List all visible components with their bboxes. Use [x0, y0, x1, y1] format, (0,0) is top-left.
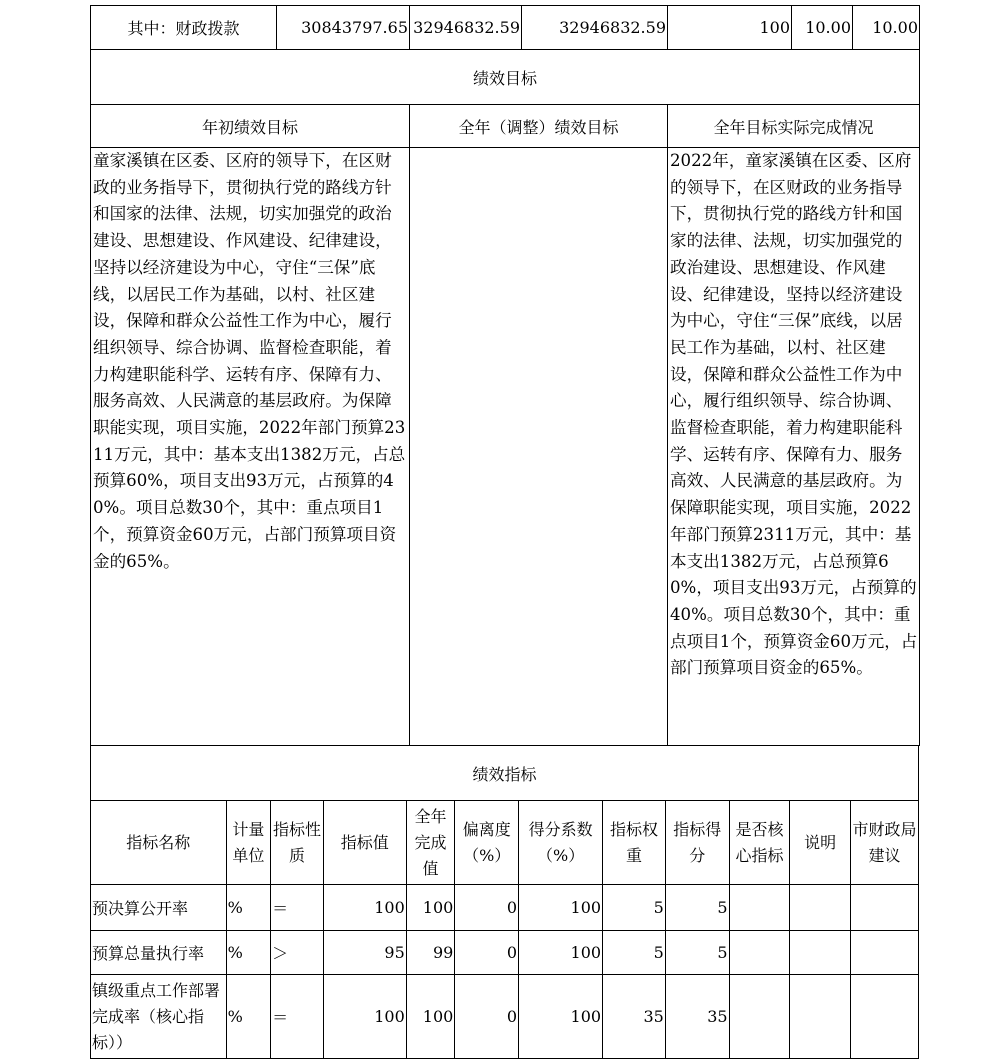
row-note	[790, 885, 851, 931]
row-score: 5	[665, 885, 729, 931]
goals-section-title: 绩效目标	[91, 50, 920, 105]
row-nature: ＝	[271, 975, 324, 1059]
row-actual: 100	[406, 885, 455, 931]
row-coef: 100	[519, 885, 603, 931]
row-actual: 99	[406, 931, 455, 975]
row-score: 5	[665, 931, 729, 975]
row-advice	[851, 931, 919, 975]
header-actual: 全年完成值	[406, 801, 455, 885]
row-unit: %	[226, 885, 271, 931]
header-indicator-name: 指标名称	[91, 801, 227, 885]
budget-value-2: 32946832.59	[410, 6, 522, 50]
row-score: 35	[665, 975, 729, 1059]
row-value: 100	[323, 975, 406, 1059]
budget-value-4: 100	[668, 6, 792, 50]
row-value: 95	[323, 931, 406, 975]
row-weight: 5	[603, 931, 666, 975]
budget-value-5: 10.00	[792, 6, 853, 50]
header-core: 是否核心指标	[729, 801, 790, 885]
row-core	[729, 885, 790, 931]
goals-col-actual: 全年目标实际完成情况	[668, 105, 920, 148]
row-name: 镇级重点工作部署完成率（核心指标））	[91, 975, 227, 1059]
header-value: 指标值	[323, 801, 406, 885]
header-weight: 指标权重	[603, 801, 666, 885]
table-row	[91, 885, 919, 931]
row-actual: 100	[406, 975, 455, 1059]
performance-indicators-table	[90, 745, 919, 1059]
row-weight: 5	[603, 885, 666, 931]
row-weight: 35	[603, 975, 666, 1059]
row-nature: ＞	[271, 931, 324, 975]
header-note: 说明	[790, 801, 851, 885]
row-note	[790, 931, 851, 975]
row-deviation: 0	[455, 931, 519, 975]
row-deviation: 0	[455, 975, 519, 1059]
row-value: 100	[323, 885, 406, 931]
budget-summary-table	[90, 5, 920, 50]
row-note	[790, 975, 851, 1059]
row-coef: 100	[519, 931, 603, 975]
row-deviation: 0	[455, 885, 519, 931]
header-nature: 指标性质	[271, 801, 324, 885]
initial-goal-text: 童家溪镇在区委、区府的领导下，在区财政的业务指导下，贯彻执行党的路线方针和国家的法律、法规，切实加强党的政治建设、思想建设、作风建设、纪律建设，坚持以经济建设为中心，守住“三保”底线，以居民工作为基础，以村、社区建设，保障和群众公益性工作为中心，履行组织领导、综合协调、监督检查职能，着力构建职能科学、运转有序、保障有力、服务高效、人民满意的基层政府。为保障职能实现，项目实施，2022年部门预算2311万元，其中：基本支出1382万元，占总预算60%，项目支出93万元，占预算的40%。项目总数30个，其中：重点项目1个，预算资金60万元，占部门预算项目资金的65%。	[91, 148, 410, 746]
goals-col-adjusted: 全年（调整）绩效目标	[410, 105, 668, 148]
budget-label: 其中：财政拨款	[91, 6, 277, 50]
row-advice	[851, 885, 919, 931]
header-score: 指标得分	[665, 801, 729, 885]
budget-value-6: 10.00	[853, 6, 920, 50]
row-unit: %	[226, 931, 271, 975]
table-row	[91, 931, 919, 975]
row-advice	[851, 975, 919, 1059]
budget-value-3: 32946832.59	[522, 6, 668, 50]
actual-goal-text: 2022年，童家溪镇在区委、区府的领导下，在区财政的业务指导下，贯彻执行党的路线方针和国家的法律、法规，切实加强党的政治建设、思想建设、作风建设、纪律建设，坚持以经济建设为中心，守住“三保”底线，以居民工作为基础，以村、社区建设，保障和群众公益性工作为中心，履行组织领导、综合协调、监督检查职能，着力构建职能科学、运转有序、保障有力、服务高效、人民满意的基层政府。为保障职能实现，项目实施，2022年部门预算2311万元，其中：基本支出1382万元，占总预算60%，项目支出93万元，占预算的40%。项目总数30个，其中：重点项目1个，预算资金60万元，占部门预算项目资金的65%。	[668, 148, 920, 746]
row-unit: %	[226, 975, 271, 1059]
table-row	[91, 975, 919, 1059]
performance-goals-table	[90, 49, 920, 746]
row-core	[729, 931, 790, 975]
row-core	[729, 975, 790, 1059]
header-advice: 市财政局建议	[851, 801, 919, 885]
row-coef: 100	[519, 975, 603, 1059]
adjusted-goal-text	[410, 148, 668, 746]
row-nature: ＝	[271, 885, 324, 931]
header-unit: 计量单位	[226, 801, 271, 885]
goals-col-initial: 年初绩效目标	[91, 105, 410, 148]
budget-value-1: 30843797.65	[277, 6, 410, 50]
row-name: 预算总量执行率	[91, 931, 227, 975]
row-name: 预决算公开率	[91, 885, 227, 931]
header-coef: 得分系数（%）	[519, 801, 603, 885]
header-deviation: 偏离度（%）	[455, 801, 519, 885]
indicators-section-title: 绩效指标	[91, 746, 919, 801]
